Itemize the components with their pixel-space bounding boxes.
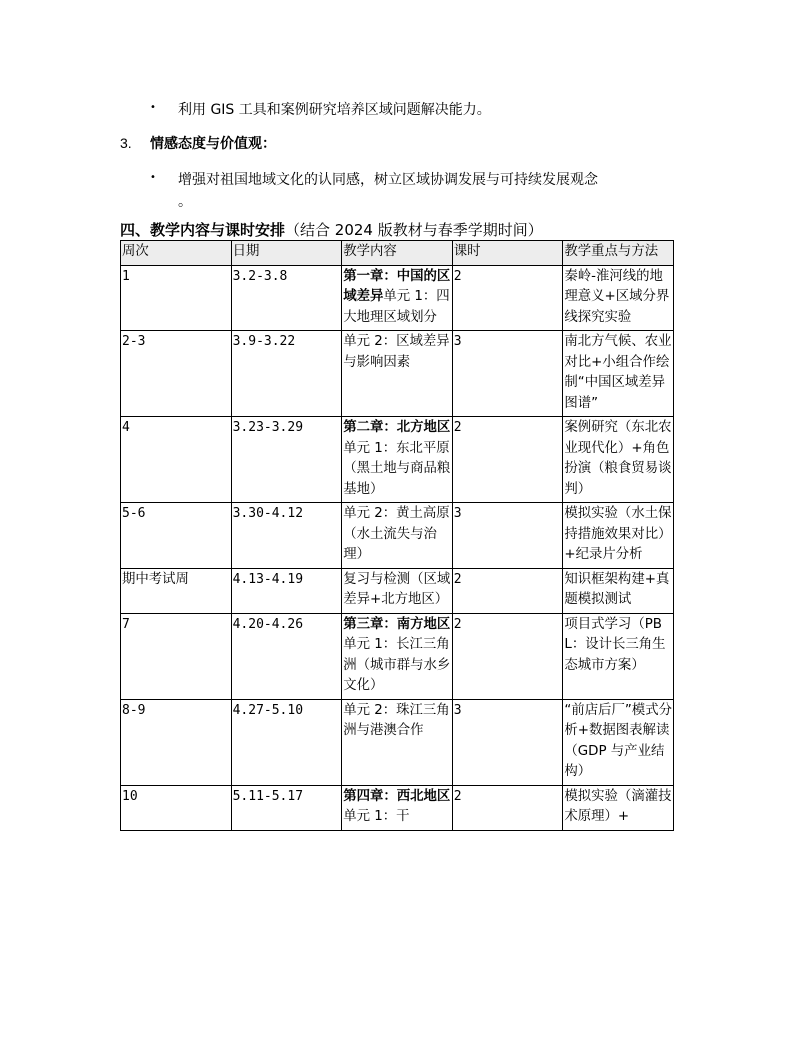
table-row: [121, 417, 674, 503]
cell-date: 3.30-4.12: [231, 503, 342, 569]
table-row: [121, 265, 674, 331]
cell-content: [342, 568, 453, 613]
numbered-heading: [120, 133, 276, 154]
cell-date: 4.27-5.10: [231, 699, 342, 785]
cell-date: 4.13-4.19: [231, 568, 342, 613]
bullet-text-continuation: 。: [178, 194, 192, 210]
content-unit: 单元 1：干: [343, 809, 410, 824]
bullet-text: 增强对祖国地域文化的认同感，树立区域协调发展与可持续发展观念: [178, 172, 598, 188]
cell-content: [342, 265, 453, 331]
content-unit: 单元 1：东北平原（黑土地与商品粮基地）: [343, 440, 451, 497]
bullet-text: 利用 GIS 工具和案例研究培养区域问题解决能力。: [178, 102, 491, 118]
content-unit: 单元 2：区域差异与影响因素: [343, 334, 450, 370]
cell-date: 5.11-5.17: [231, 785, 342, 830]
header-week: 周次: [121, 241, 232, 266]
cell-focus: “前店后厂”模式分析+数据图表解读（GDP 与产业结构）: [563, 699, 674, 785]
cell-week: 1: [121, 265, 232, 331]
cell-content: [342, 417, 453, 503]
cell-hours: 2: [452, 568, 563, 613]
cell-content: [342, 331, 453, 417]
cell-focus: 模拟实验（滴灌技术原理）+: [563, 785, 674, 830]
table-row: [121, 503, 674, 569]
cell-content: [342, 699, 453, 785]
content-unit: 单元 1：四大地理区域划分: [343, 289, 450, 325]
content-chapter: 第一章：中国的区域差异: [343, 268, 451, 304]
table-header-row: [121, 241, 674, 266]
cell-week: 期中考试周: [121, 568, 232, 613]
header-date: 日期: [231, 241, 342, 266]
cell-hours: 2: [452, 265, 563, 331]
cell-content: [342, 785, 453, 830]
cell-week: 8-9: [121, 699, 232, 785]
cell-content: [342, 503, 453, 569]
content-unit: 复习与检测（区域差异+北方地区）: [343, 571, 451, 607]
header-hours: 课时: [452, 241, 563, 266]
cell-focus: 南北方气候、农业对比+小组合作绘制“中国区域差异图谱”: [563, 331, 674, 417]
cell-date: 3.2-3.8: [231, 265, 342, 331]
content-chapter: 第四章：西北地区: [343, 788, 451, 804]
cell-week: 10: [121, 785, 232, 830]
cell-week: 2-3: [121, 331, 232, 417]
bullet-marker: •: [150, 102, 156, 113]
item-heading: 情感态度与价值观：: [150, 136, 276, 152]
section-title: [120, 220, 543, 240]
cell-hours: 3: [452, 699, 563, 785]
item-number: 3.: [120, 135, 132, 151]
cell-date: 3.9-3.22: [231, 331, 342, 417]
cell-hours: 2: [452, 785, 563, 830]
cell-focus: 秦岭-淮河线的地理意义+区域分界线探究实验: [563, 265, 674, 331]
table-row: [121, 568, 674, 613]
content-chapter: 第三章：南方地区: [343, 616, 451, 632]
schedule-table: [120, 240, 674, 831]
cell-content: [342, 613, 453, 699]
table-row: [121, 331, 674, 417]
section-title-bold: 四、教学内容与课时安排: [120, 221, 286, 239]
table-row: [121, 699, 674, 785]
content-unit: 单元 1：长江三角洲（城市群与水乡文化）: [343, 637, 451, 693]
cell-hours: 3: [452, 503, 563, 569]
cell-focus: 模拟实验（水土保持措施效果对比）+纪录片分析: [563, 503, 674, 569]
cell-focus: 项目式学习（PBL：设计长三角生态城市方案）: [563, 613, 674, 699]
cell-week: 4: [121, 417, 232, 503]
cell-focus: 案例研究（东北农业现代化）+角色扮演（粮食贸易谈判）: [563, 417, 674, 503]
header-content: 教学内容: [342, 241, 453, 266]
content-chapter: 第二章：北方地区: [343, 420, 451, 435]
cell-date: 4.20-4.26: [231, 613, 342, 699]
section-title-rest: （结合 2024 版教材与春季学期时间）: [285, 221, 543, 239]
cell-hours: 2: [452, 613, 563, 699]
table-row: [121, 613, 674, 699]
cell-week: 7: [121, 613, 232, 699]
cell-week: 5-6: [121, 503, 232, 569]
cell-focus: 知识框架构建+真题模拟测试: [563, 568, 674, 613]
bullet-marker: •: [150, 172, 156, 183]
cell-date: 3.23-3.29: [231, 417, 342, 503]
header-focus: 教学重点与方法: [563, 241, 674, 266]
cell-hours: 3: [452, 331, 563, 417]
cell-hours: 2: [452, 417, 563, 503]
content-unit: 单元 2：黄土高原（水土流失与治理）: [343, 506, 450, 562]
table-body: [121, 265, 674, 830]
content-unit: 单元 2：珠江三角洲与港澳合作: [343, 702, 450, 738]
table-row: [121, 785, 674, 830]
